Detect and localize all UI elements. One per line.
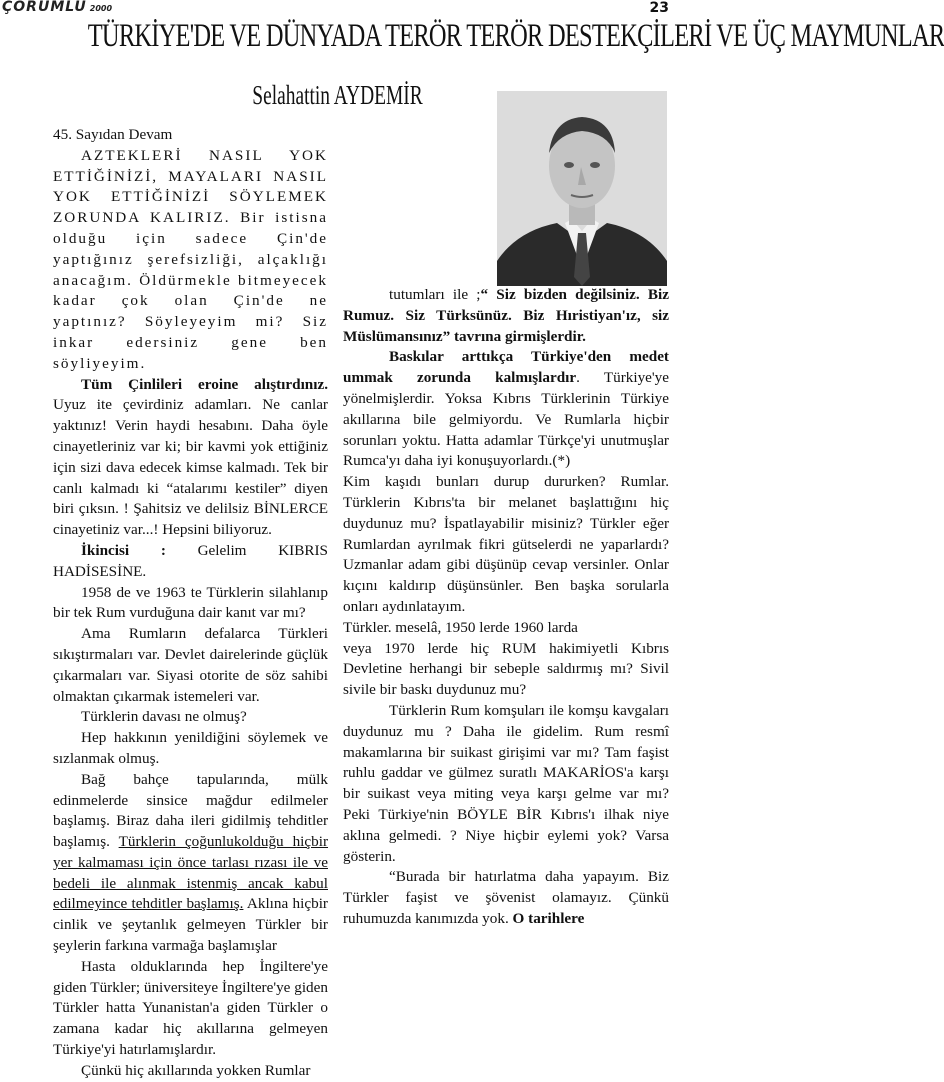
- paragraph: AZTEKLERİ NASIL YOK ETTİĞİNİZİ, MAYALARI NASIL YOK ETTİĞİNİZİ SÖYLEMEK ZORUNDA KALIRIZ. Bir istisna olduğu için sadece Çin'de yaptığınız şerefsizliği, alçaklığı anacağım. Öldürmekle bitmeyecek kadar çok olan Çin'de ne yaptınız? Söyleyeyim mi? Siz inkar edersiniz gene ben söyliyeyim.: [53, 146, 328, 372]
- paragraph: Tüm Çinlileri eroine alıştırdınız. Uyuz ite çevirdiniz adamları. Ne canlar yaktınız! Verin haydi hesabını. Daha öyle cinayetleriniz var ki; bir kavmi yok ettiğiniz için sizi dava edecek kimse kalmadı. Tek bir canlı kalmadı ki “atalarımı kestiler” diyen biri çıksın. ! Şahitsiz ve delilsiz BİNLERCE cinayetiniz var...! Hepsini biliyoruz.: [53, 375, 328, 539]
- paragraph: Ama Rumların defalarca Türkleri sıkıştırmaları var. Devlet dairelerinde güçlük çıkarmaları var. Siyasi otorite de söz sahibi olmaktan çıkarmak istemeleri var.: [53, 625, 328, 705]
- author-name: Selahattin AYDEMİR: [252, 80, 423, 110]
- paragraph: Türklerin Rum komşuları ile komşu kavgaları duydunuz mu ? Daha ile gidelim. Rum resmî makamlarına bir suikast girişimi var mı? Tam faşist ruhlu gaddar ve gülmez suratlı MAKARİOS'a karşı bir suikast veya miting veya karşı gelme var mı? Peki Türkiye'nin BÖYLE BİR Kıbrıs'ı ilhak niye aklına gelmedi. ? Niye hiçbir eylemi yok? Varsa gösterin.: [343, 701, 669, 865]
- paragraph: Bağ bahçe tapularında, mülk edinmelerde sinsice mağdur edilmeler başlamış. Biraz daha ileri gidilmiş tehditler başlamış. Türklerin çoğunlukolduğu hiçbir yer kalmaması için önce tarlası rızası ile ve bedeli ile alınmak istenmiş ancak kabul edilmeyince tehditler başlamış. Aklına hiçbir cinlik ve şeytanlık gelmeyen Türkler bir şeylerin farkına varmağa başlamışlar: [53, 770, 329, 955]
- portrait-photo-icon: [497, 91, 667, 286]
- author-portrait-photo: [497, 91, 667, 286]
- continued-from-note: 45. Sayıdan Devam: [53, 126, 173, 143]
- paragraph: tutumları ile ;“ Siz bizden değilsiniz. Biz Rumuz. Siz Türksünüz. Biz Hıristiyan'ız, siz Müslümansınız” tavrına girmişlerdir.: [343, 286, 670, 345]
- page-number: 23: [649, 0, 669, 16]
- bold-text: Baskılar arttıkça Türkiye'den medet ummak zorunda kalmışlardır: [343, 348, 669, 387]
- bold-text: “ Siz bizden değilsiniz. Biz Rumuz. Siz Türksünüz. Biz Hıristiyan'ız, siz Müslümansınız” tavrına girmişlerdir.: [343, 286, 670, 345]
- paragraph: Çünkü hiç akıllarında yokken Rumlar: [81, 1061, 311, 1079]
- left-column: [53, 125, 328, 1082]
- paragraph: Türklerin davası ne olmuş?: [81, 708, 247, 726]
- paragraph: Türkler. meselâ, 1950 lerde 1960 larda: [343, 618, 578, 636]
- magazine-brand: ÇORUMLU 2000: [2, 0, 113, 15]
- article-headline: TÜRKİYE'DE VE DÜNYADA TERÖR TERÖR DESTEKÇİLERİ VE ÜÇ MAYMUNLAR: [87, 18, 944, 54]
- right-column: [343, 285, 669, 930]
- paragraph: Kim kaşıdı bunları durup dururken? Rumlar. Türklerin Kıbrıs'ta bir melanet başlattığını hiç duydunuz mu? İspatlayabilir misiniz? Türkler eğer Rumlardan ayrılmak fikri gütselerdi ne yaparlardı? Uzmanlar adam gibi düşünüp cevap versinler. Onlar kıçını kaldırıp düşünsünler. Ben başka sorularla onları aydınlatayım.: [343, 473, 669, 615]
- paragraph: Hasta olduklarında hep İngiltere'ye giden Türkler; üniversiteye İngiltere'ye giden Türkler hatta Yunanistan'a giden Türkler o zamana kadar hiç akıllarına gelmeyen Türkiye'yi hatırlamışlardır.: [53, 957, 328, 1059]
- bold-text: İkincisi :: [81, 541, 166, 559]
- paragraph: “Burada bir hatırlatma daha yapayım. Biz Türkler faşist ve şövenist olamayız. Çünkü ruhumuzda kanımızda yok. O tarihlere: [343, 868, 669, 927]
- paragraph: Hep hakkının yenildiğini söylemek ve sızlanmak olmuş.: [53, 729, 328, 767]
- bold-text: O tarihlere: [508, 909, 585, 927]
- underlined-text: Türklerin çoğunlukolduğu hiçbir yer kalmaması için önce tarlası rızası ile ve bedeli ile alınmak istenmiş ancak kabul edilmeyince tehditler başlamış.: [53, 833, 329, 913]
- bold-text: Tüm Çinlileri eroine alıştırdınız.: [81, 375, 328, 393]
- paragraph: İkincisi : Gelelim KIBRIS HADİSESİNE.: [53, 541, 328, 580]
- paragraph: Baskılar arttıkça Türkiye'den medet ummak zorunda kalmışlardır. Türkiye'ye yönelmişlerdir. Yoksa Kıbrıs Türklerinin Türkiye akıllarına bile gelmiyordu. Ve Rumlarla hiçbir sorunları yoktu. Hatta adamlar Türkçe'yi unutmuşlar Rumca'yı daha iyi konuşuyorlardı.(*): [343, 348, 669, 470]
- paragraph: veya 1970 lerde hiç RUM hakimiyetli Kıbrıs Devletine herhangi bir sebeple saldırmış mı? Sivil sivile bir baskı duydunuz mu?: [343, 639, 669, 699]
- paragraph: 1958 de ve 1963 te Türklerin silahlanıp bir tek Rum vurduğuna dair kanıt var mı?: [53, 583, 328, 622]
